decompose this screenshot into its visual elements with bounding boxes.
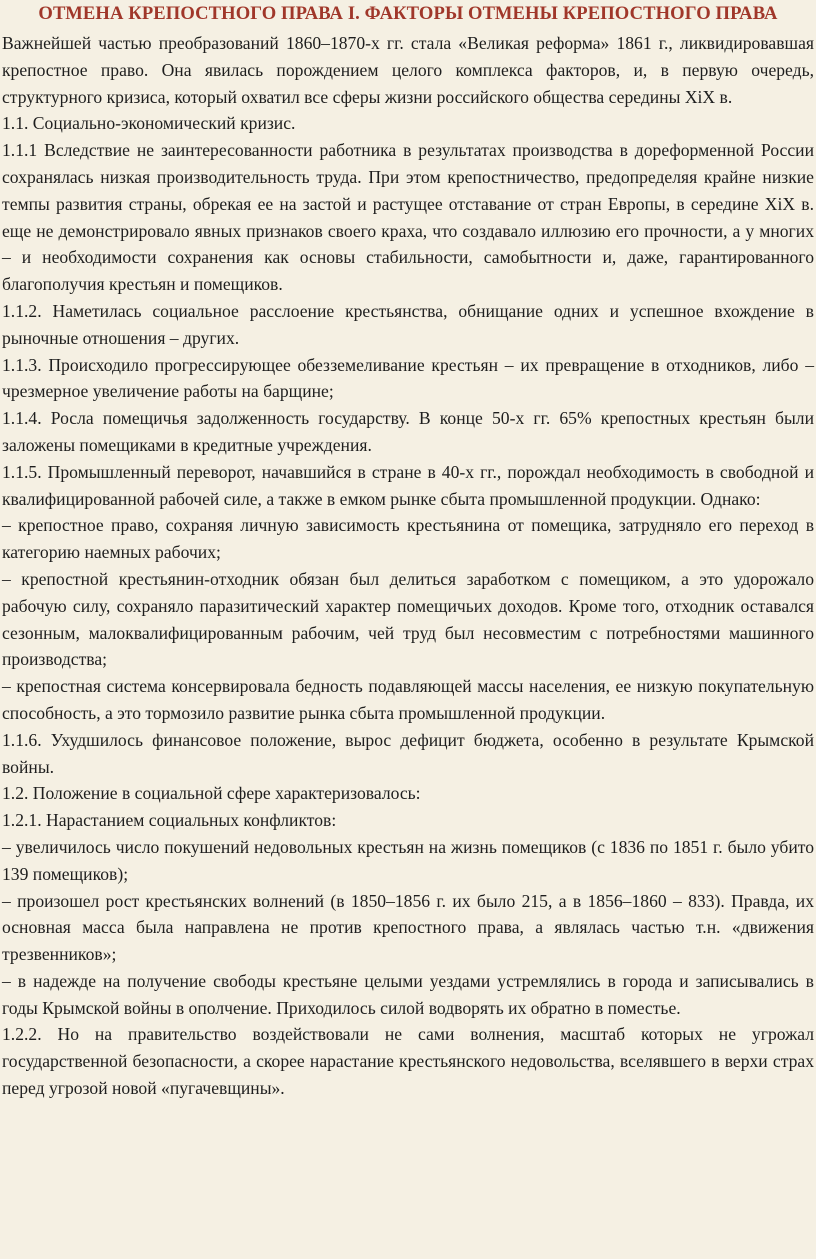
document-title: ОТМЕНА КРЕПОСТНОГО ПРАВА I. ФАКТОРЫ ОТМЕНЫ КРЕПОСТНОГО ПРАВА xyxy=(38,3,778,24)
list-item-militia: – в надежде на получение свободы крестьяне целыми уездами устремлялись в города и записывались в годы Крымской войны в ополчение. Приходилось силой водворять их обратно в поместье. xyxy=(2,970,814,1018)
section-heading-1-2: 1.2. Положение в социальной сфере характеризовалось: xyxy=(2,783,421,804)
paragraph-1-1-4: 1.1.4. Росла помещичья задолженность государству. В конце 50-х гг. 65% крепостных крестьян были заложены помещиками в кредитные учреждения. xyxy=(2,408,814,455)
list-item-labor-transition: – крепостное право, сохраняя личную зависимость крестьянина от помещика, затрудняло его переход в категорию наемных рабочих; xyxy=(2,515,814,563)
paragraph-1-2-2: 1.2.2. Но на правительство воздействовали не сами волнения, масштаб которых не угрожал государственной безопасности, а скорее нарастание крестьянского недовольства, вселявшего в верхи страх перед угрозой новой «пугачевщины». xyxy=(2,1024,814,1099)
section-heading-1-1: 1.1. Социально-экономический кризис. xyxy=(2,113,296,134)
paragraph-1-1-2: 1.1.2. Наметилась социальное расслоение крестьянства, обнищание одних и успешное вхождение в рыночные отношения – других. xyxy=(2,300,814,348)
paragraph-1-1-5: 1.1.5. Промышленный переворот, начавшийся в стране в 40-х гг., порождал необходимость в свободной и квалифицированной рабочей силе, а также в емком рынке сбыта промышленной продукции. Однако: xyxy=(2,461,814,509)
list-item-unrest: – произошел рост крестьянских волнений (в 1850–1856 г. их было 215, а в 1856–1860 – 833). Правда, их основная масса была направлена не против крепостного права, а являлась частью т.н. «движения трезвенников»; xyxy=(2,890,814,965)
paragraph-1-1-3: 1.1.3. Происходило прогрессирующее обезземеливание крестьян – их превращение в отходников, либо – чрезмерное увеличение работы на барщине; xyxy=(2,354,814,402)
paragraph-1-1-1: 1.1.1 Вследствие не заинтересованности работника в результатах производства в дореформенной России сохранялась низкая производительность труда. При этом крепостничество, предопределяя крайне низкие темпы развития страны, обрекая ее на застой и растущее отставание от стран Европы, в середине XiX в. еще не демонстрировало явных признаков своего краха, что создавало иллюзию его прочности, а у многих – и необходимости сохранения как основы стабильности, самобытности и, даже, гарантированного благополучия крестьян и помещиков. xyxy=(2,140,814,295)
list-item-otkhodnik: – крепостной крестьянин-отходник обязан был делиться заработком с помещиком, а это удорожало рабочую силу, сохраняло паразитический характер помещичьих доходов. Кроме того, отходник оставался сезонным, малоквалифицированным рабочим, чей труд был несовместим с потребностями машинного производства; xyxy=(2,568,814,670)
intro-paragraph: Важнейшей частью преобразований 1860–1870-х гг. стала «Великая реформа» 1861 г., ликвидировавшая крепостное право. Она явилась порождением целого комплекса факторов, и, в первую очередь, структурного кризиса, который охватил все сферы жизни российского общества середины XiX в. xyxy=(2,33,814,107)
paragraph-1-2-1: 1.2.1. Нарастанием социальных конфликтов: xyxy=(2,810,337,831)
paragraph-1-1-6: 1.1.6. Ухудшилось финансовое положение, вырос дефицит бюджета, особенно в результате Крымской войны. xyxy=(2,729,814,777)
list-item-assassinations: – увеличилось число покушений недовольных крестьян на жизнь помещиков (с 1836 по 1851 г. было убито 139 помещиков); xyxy=(2,836,814,884)
list-item-poverty: – крепостная система консервировала бедность подавляющей массы населения, ее низкую покупательную способность, а это тормозило развитие рынка сбыта промышленной продукции. xyxy=(2,676,814,723)
